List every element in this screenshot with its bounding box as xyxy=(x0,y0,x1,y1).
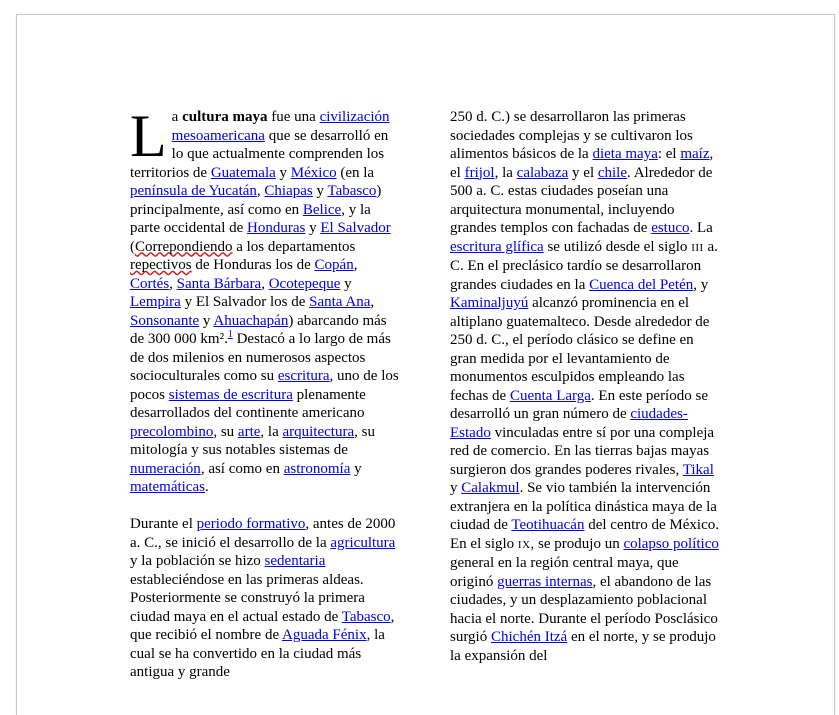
link-calakmul[interactable]: Calakmul xyxy=(461,480,520,496)
link-aguada-fenix[interactable]: Aguada Fénix xyxy=(282,627,367,643)
link-maiz[interactable]: maíz xyxy=(680,146,710,162)
link-frijol[interactable]: frijol xyxy=(464,164,495,181)
link-cuenca-del-peten[interactable]: Cuenca del Petén xyxy=(589,276,694,293)
link-sedentaria[interactable]: sedentaria xyxy=(264,553,326,569)
paragraph-formative: Durante el periodo formativo, antes de 2000 a. C., se inició el desarrollo de la agricultura y la población se hizo sedentaria estableciéndose en las primeras aldeas. Posteriormente se construyó la primera ciudad maya en el actual estado de Tabasco, que recibió el nombre de Aguada Fénix, la cual se ha convertido en la ciudad más antigua y grande xyxy=(130,516,396,680)
link-copan[interactable]: Copán xyxy=(314,257,354,273)
link-ocotepeque[interactable]: Ocotepeque xyxy=(268,275,341,292)
link-astronomia[interactable]: astronomía xyxy=(283,460,351,477)
link-arquitectura[interactable]: arquitectura xyxy=(282,423,355,440)
link-dieta-maya[interactable]: dieta maya xyxy=(592,146,658,162)
link-mesoamericana[interactable]: mesoamericana xyxy=(171,127,265,144)
footnote-ref[interactable]: 1 xyxy=(227,329,233,340)
link-honduras[interactable]: Honduras xyxy=(247,220,306,236)
misspelled-word[interactable]: Correpondiendo xyxy=(135,238,233,255)
link-numeracion[interactable]: numeración xyxy=(130,460,201,477)
footnote-sup xyxy=(228,329,233,340)
document-page xyxy=(16,14,835,715)
text-column-left xyxy=(130,103,402,682)
link-estuco[interactable]: estuco xyxy=(651,220,690,236)
link-cortes[interactable]: Cortés xyxy=(130,275,170,292)
link-tikal[interactable]: Tikal xyxy=(682,461,714,478)
drop-cap: L xyxy=(130,103,167,169)
link-ahuachapan[interactable]: Ahuachapán xyxy=(213,312,289,329)
link-precolombino[interactable]: precolombino xyxy=(130,423,214,440)
link-sistemas-de-escritura[interactable]: sistemas de escritura xyxy=(168,386,293,403)
link-escritura-glifica[interactable]: escritura glífica xyxy=(450,238,544,255)
link-santa-barbara[interactable]: Santa Bárbara xyxy=(176,275,262,292)
link-chile[interactable]: chile xyxy=(597,164,628,181)
paragraph-intro-body: a cultura maya fue una civilización mesoamericana que se desarrolló en lo que actualmente comprenden los territorios de Guatemala y México (en la península de Yucatán, Chiapas y Tabasco) principalmente, así como en Belice, y la parte occidental de Honduras y El Salvador (Correpondiendo a los departamentos repectivos de Honduras los de Copán, Cortés, Santa Bárbara, Ocotepeque y Lempira y El Salvador los de Santa Ana, Sonsonante y Ahuachapán) abarcando más de 300 000 km².$^1$ Destacó a lo largo de más de dos milenios en numerosos aspectos socioculturales como su escritura, uno de los pocos sistemas de escritura plenamente desarrollados del continente americano precolombino, su arte, la arquitectura, su mitología y sus notables sistemas de numeración, así como en astronomía y matemáticas. xyxy=(130,109,399,495)
link-ciudades-estado[interactable]: ciudades-Estado xyxy=(450,406,688,441)
link-civilizacion[interactable]: civilización xyxy=(319,109,390,125)
link-escritura[interactable]: escritura xyxy=(277,368,330,384)
misspelled-word[interactable]: repectivos xyxy=(130,257,192,273)
link-lempira[interactable]: Lempira xyxy=(130,294,181,310)
link-tabasco[interactable]: Tabasco xyxy=(341,608,391,625)
link-arte[interactable]: arte xyxy=(237,423,261,440)
link-belice[interactable]: Belice xyxy=(302,201,342,218)
link-matematicas[interactable]: matemáticas xyxy=(130,479,205,495)
link-periodo-formativo[interactable]: periodo formativo xyxy=(196,516,306,532)
link-colapso-politico[interactable]: colapso político xyxy=(623,535,719,552)
text-column-right xyxy=(450,108,722,665)
link-calabaza[interactable]: calabaza xyxy=(516,164,569,181)
link-tabasco[interactable]: Tabasco xyxy=(327,183,377,199)
bold-term: cultura maya xyxy=(182,109,268,125)
link-guatemala[interactable]: Guatemala xyxy=(210,164,276,181)
link-chichen-itza[interactable]: Chichén Itzá xyxy=(490,629,568,645)
link-mexico[interactable]: México xyxy=(290,164,337,181)
link-agricultura[interactable]: agricultura xyxy=(330,534,396,551)
link-el-salvador[interactable]: El Salvador xyxy=(320,220,391,236)
link-kaminaljuyu[interactable]: Kaminaljuyú xyxy=(450,295,529,311)
link-chiapas[interactable]: Chiapas xyxy=(264,183,313,199)
link-santa-ana[interactable]: Santa Ana xyxy=(309,294,371,310)
link-teotihuacan[interactable]: Teotihuacán xyxy=(511,517,585,533)
link-sonsonante[interactable]: Sonsonante xyxy=(130,312,200,329)
link-cuenta-larga[interactable]: Cuenta Larga xyxy=(509,387,591,404)
paragraph-intro xyxy=(130,103,402,497)
link-guerras-internas[interactable]: guerras internas xyxy=(497,573,593,590)
paragraph-classic: 250 d. C.) se desarrollaron las primeras sociedades complejas y se cultivaron los alimentos básicos de la dieta maya: el maíz, el frijol, la calabaza y el chile. Alrededor de 500 a. C. estas ciudades poseían una arquitectura monumental, incluyendo grandes templos con fachadas de estuco. La escritura glífica se utilizó desde el siglo III a. C. En el preclásico tardío se desarrollaron grandes ciudades en la Cuenca del Petén, y Kaminaljuyú alcanzó prominencia en el altiplano guatemalteco. Desde alrededor de 250 d. C., el período clásico se define en gran medida por el levantamiento de monumentos esculpidos empleando las fechas de Cuenta Larga. En este período se desarrolló un gran número de ciudades-Estado vinculadas entre sí por una compleja red de comercio. En las tierras bajas mayas surgieron dos grandes poderes rivales, Tikal y Calakmul. Se vio también la intervención extranjera en la política dinástica maya de la ciudad de Teotihuacán del centro de México. En el siglo IX, se produjo un colapso político general en la región central maya, que originó guerras internas, el abandono de las ciudades, y un desplazamiento poblacional hacia el norte. Durante el período Posclásico surgió Chichén Itzá en el norte, y se produjo la expansión del xyxy=(450,109,719,664)
roman-numeral: IX xyxy=(517,538,531,551)
roman-numeral: III xyxy=(691,241,704,254)
link-peninsula-de-yucatan[interactable]: península de Yucatán xyxy=(130,183,257,199)
